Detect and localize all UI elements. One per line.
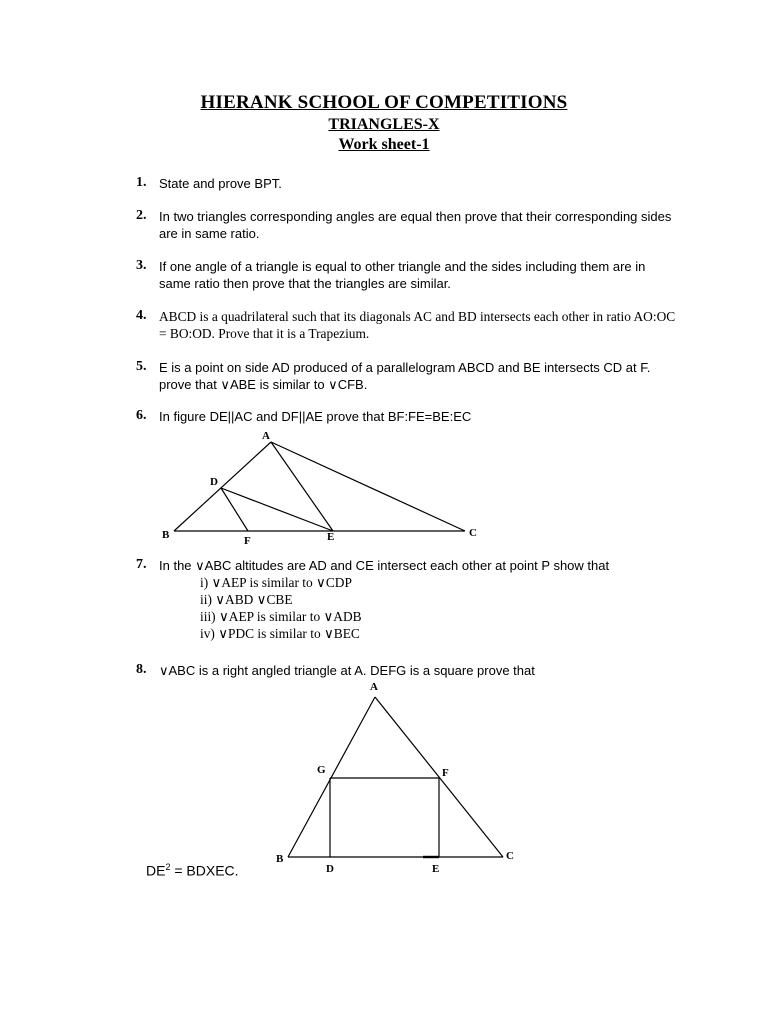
question-text: E is a point on side AD produced of a parallelogram ABCD and BE intersects CD at F. prove that ∨ABE is similar to ∨CFB. [159,360,651,392]
school-title: HIERANK SCHOOL OF COMPETITIONS [200,92,568,113]
label-c: C [506,850,514,862]
label-a: A [262,430,270,442]
sub-question: iv) ∨PDC is similar to ∨BEC [200,626,360,641]
question-number: 6. [136,408,147,423]
label-d: D [326,863,334,875]
conclusion-lhs: DE [146,862,166,879]
label-d: D [210,476,218,488]
question-number: 7. [136,557,147,572]
question-text: ABCD is a quadrilateral such that its diagonals AC and BD intersects each other in ratio AO:OC = BO:OD. Prove that it is a Trapezium. [159,309,676,341]
label-c: C [469,527,477,539]
sub-question: ii) ∨ABD ∨CBE [200,592,293,607]
label-f: F [244,535,251,547]
question-text: In figure DE||AC and DF||AE prove that BF:FE=BE:EC [159,409,472,424]
question-number: 4. [136,308,147,323]
label-e: E [327,531,335,543]
q8-conclusion [146,862,239,879]
label-f: F [442,767,449,779]
worksheet-title: Work sheet-1 [338,136,430,153]
label-a: A [370,681,378,693]
question-text: State and prove BPT. [159,176,282,191]
label-b: B [276,853,284,865]
sub-question: iii) ∨AEP is similar to ∨ADB [200,609,362,624]
question-number: 8. [136,662,147,677]
conclusion-exponent: 2 [165,862,171,872]
label-b: B [162,529,170,541]
question-number: 3. [136,258,147,273]
question-number: 5. [136,359,147,374]
sub-question: i) ∨AEP is similar to ∨CDP [200,575,352,590]
question-text: In the ∨ABC altitudes are AD and CE intersect each other at point P show that [159,558,610,573]
label-e: E [432,863,440,875]
question-number: 1. [136,175,147,190]
question-number: 2. [136,208,147,223]
question-text: In two triangles corresponding angles are equal then prove that their corresponding sides are in same ratio. [159,209,672,241]
question-text: ∨ABC is a right angled triangle at A. DEFG is a square prove that [159,663,535,678]
question-text: If one angle of a triangle is equal to other triangle and the sides including them are in same ratio then prove that the triangles are similar. [159,259,646,291]
chapter-title: TRIANGLES-X [328,116,440,133]
label-g: G [317,764,326,776]
conclusion-rhs: = BDXEC. [170,862,239,879]
